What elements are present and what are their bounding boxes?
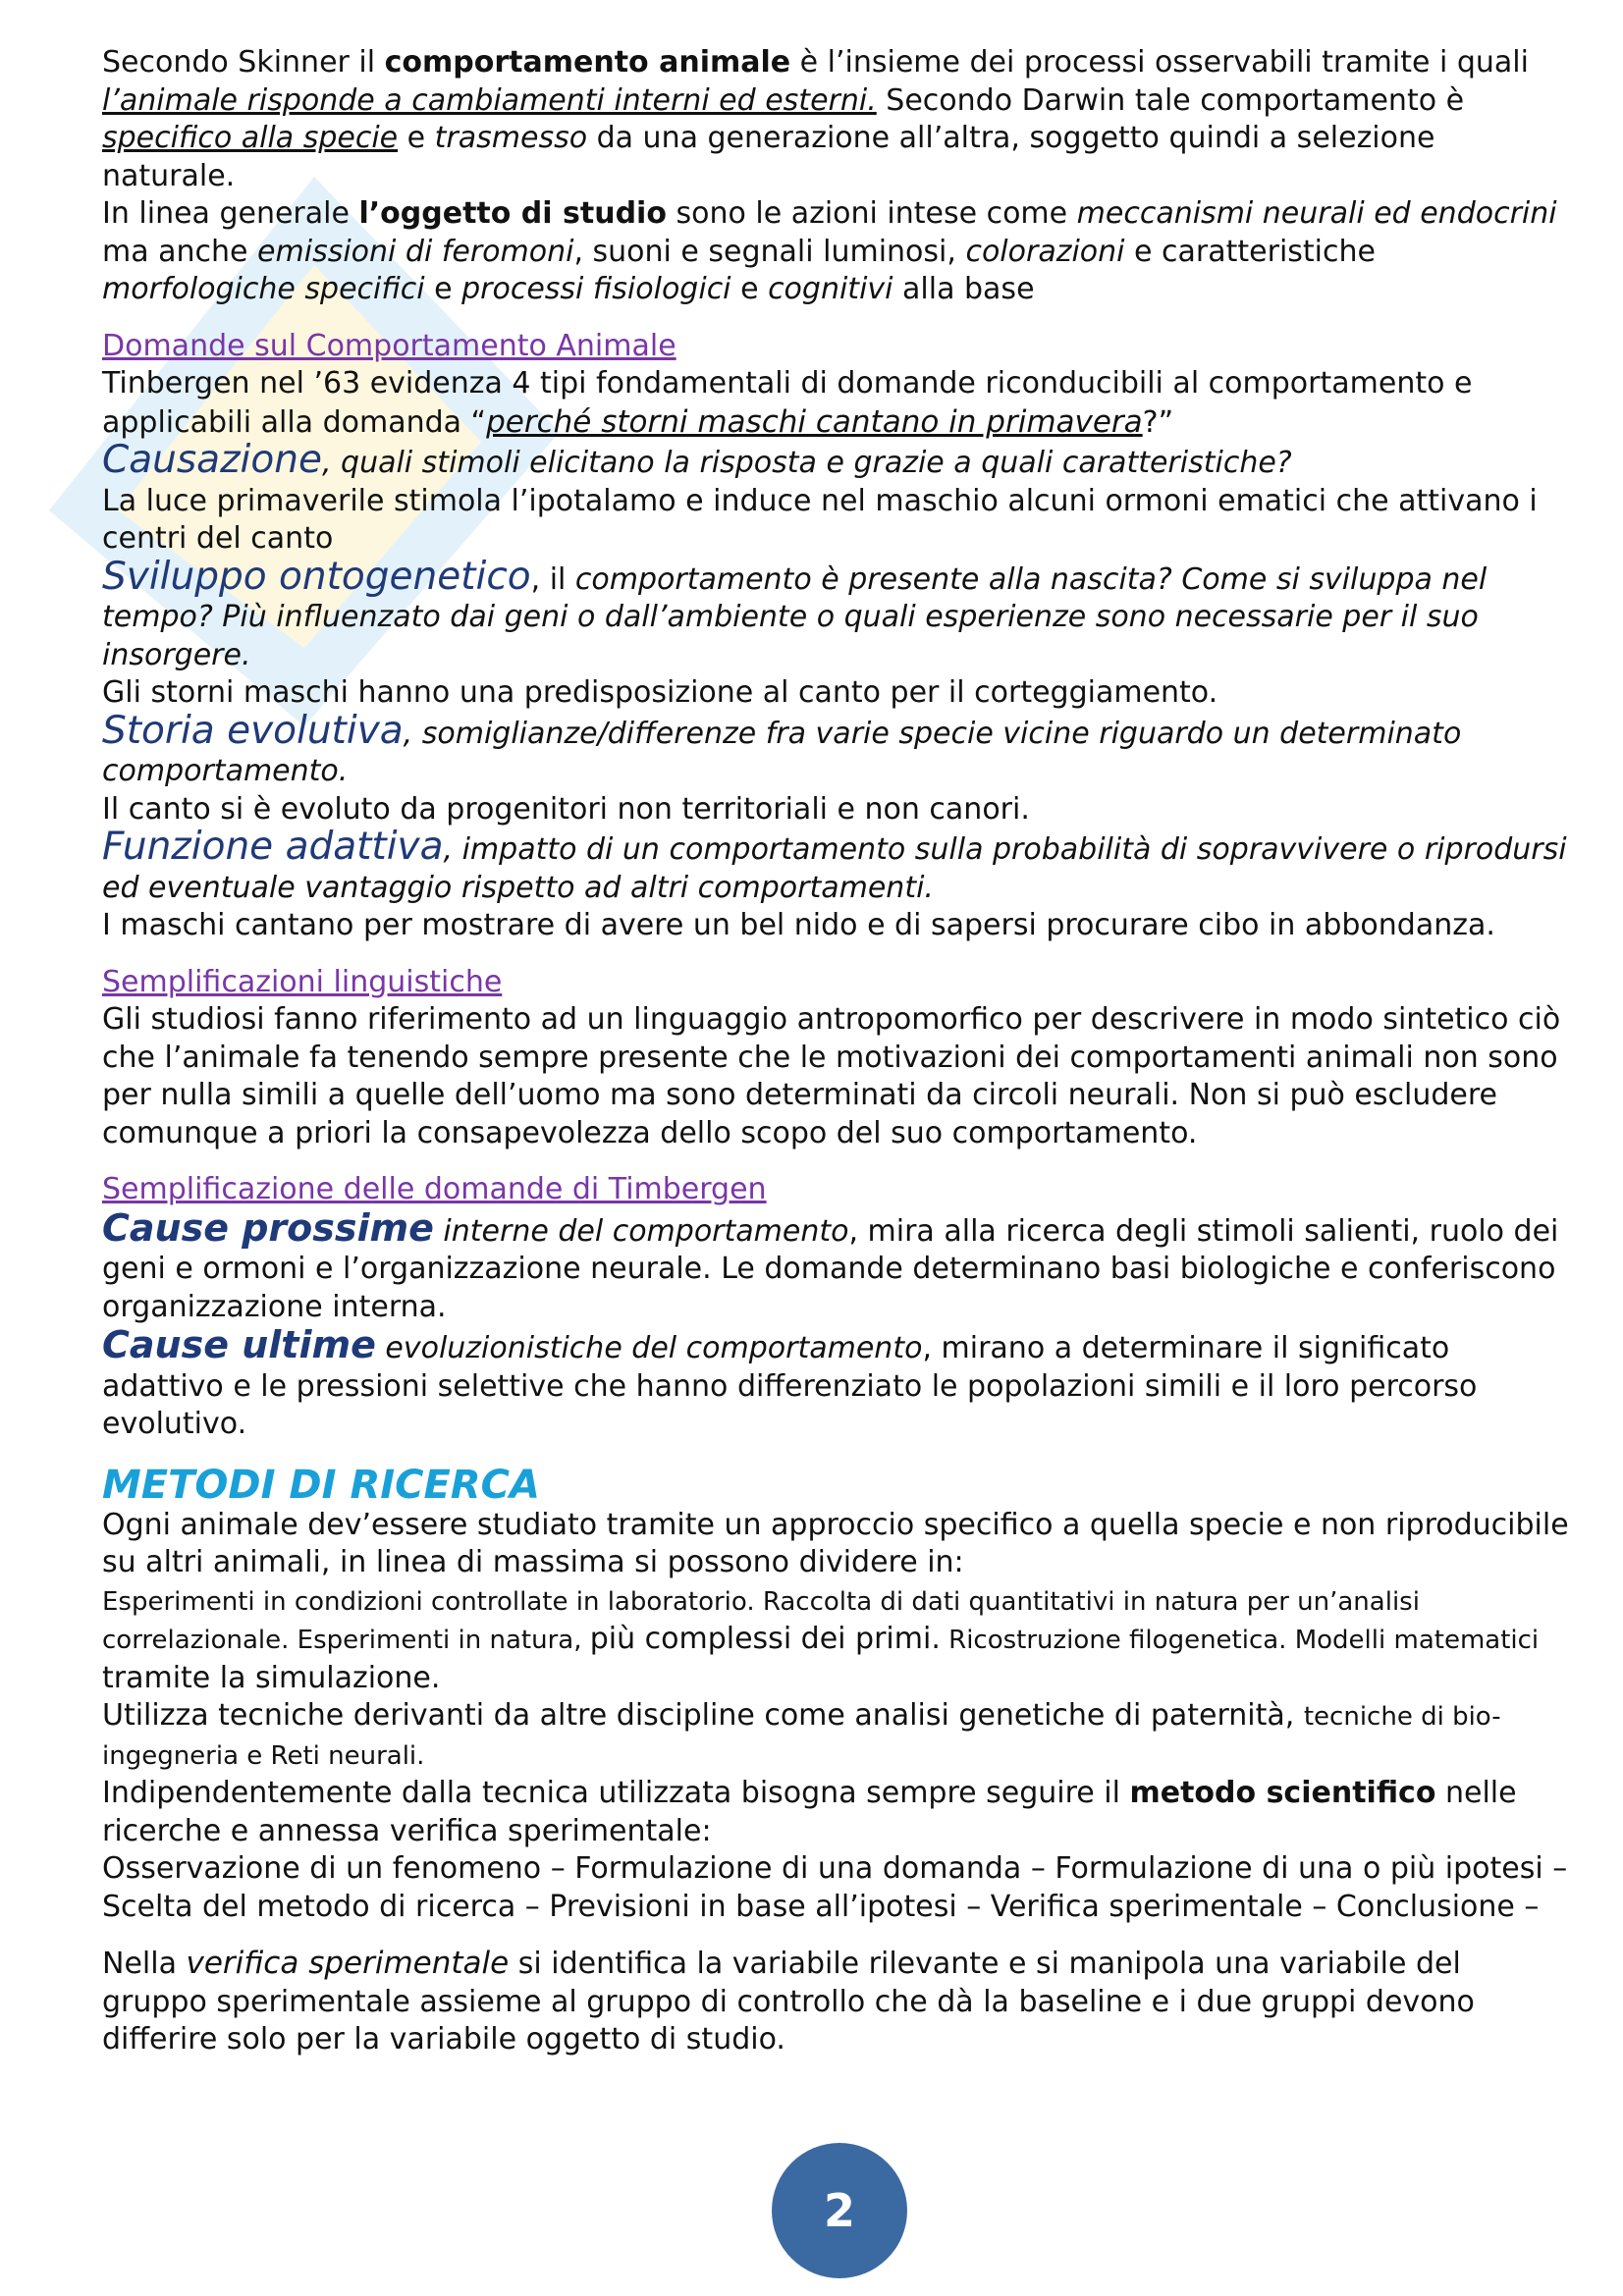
question-storia: Storia evolutiva, somiglianze/differenze fra varie specie vicine riguardo un determinato comportamento.: [102, 708, 1462, 788]
answer-storia: Il canto si è evoluto da progenitori non territoriali e non canori.: [102, 791, 1030, 827]
paragraph-tinbergen-intro: Tinbergen nel ’63 evidenza 4 tipi fondamentali di domande riconducibili al comportamento e applicabili alla domanda “perché storni maschi cantano in primavera?”: [102, 366, 1473, 440]
main-content: [102, 44, 1575, 2059]
page-number-badge: 2: [772, 2143, 907, 2278]
paragraph-verifica-sperimentale: Nella verifica sperimentale si identifica la variabile rilevante e si manipola una variabile del gruppo sperimentale assieme al gruppo di controllo che dà la baseline e i due gruppi devono differire solo per la variabile oggetto di studio.: [102, 1946, 1475, 2056]
section-title-metodi: METODI DI RICERCA: [102, 1462, 540, 1508]
paragraph-cause-ultime: Cause ultime evoluzionistiche del comportamento, mirano a determinare il significato adattivo e le pressioni selettive che hanno differenziato le popolazioni simili e il loro percorso evolutivo.: [102, 1323, 1478, 1441]
paragraph-semplificazioni: Gli studiosi fanno riferimento ad un linguaggio antropomorfico per descrivere in modo sintetico ciò che l’animale fa tenendo sempre presente che le motivazioni dei comportamenti animali non sono per nulla simili a quelle dell’uomo ma sono determinati da circoli neurali. Non si può escludere comunque a priori la consapevolezza dello scopo del suo comportamento.: [102, 1002, 1561, 1150]
question-causazione: Causazione, quali stimoli elicitano la risposta e grazie a quali caratteristiche?: [102, 438, 1292, 482]
answer-sviluppo: Gli storni maschi hanno una predisposizione al canto per il corteggiamento.: [102, 675, 1218, 710]
question-funzione: Funzione adattiva, impatto di un comportamento sulla probabilità di sopravvivere o riprodursi ed eventuale vantaggio rispetto ad altri comportamenti.: [102, 825, 1567, 905]
heading-domande[interactable]: Domande sul Comportamento Animale: [102, 328, 676, 363]
paragraph-metodo-scientifico: Indipendentemente dalla tecnica utilizzata bisogna sempre seguire il metodo scientifico nelle ricerche e annessa verifica sperimentale:: [102, 1776, 1517, 1848]
paragraph-oggetto-studio: In linea generale l’oggetto di studio sono le azioni intese come meccanismi neurali ed endocrini ma anche emissioni di feromoni, suoni e segnali luminosi, colorazioni e caratteristiche morfologiche specifici e processi fisiologici e cognitivi alla base: [102, 196, 1557, 306]
paragraph-fasi-metodo: Osservazione di un fenomeno – Formulazione di una domanda – Formulazione di una o più ipotesi – Scelta del metodo di ricerca – Previsioni in base all’ipotesi – Verifica sperimentale – Conclusione –: [102, 1851, 1568, 1924]
heading-semplificazione-domande[interactable]: Semplificazione delle domande di Timbergen: [102, 1172, 767, 1206]
paragraph-metodi-intro: Ogni animale dev’essere studiato tramite un approccio specifico a quella specie e non riproducibile su altri animali, in linea di massima si possono dividere in:: [102, 1507, 1569, 1579]
paragraph-skinner: Secondo Skinner il comportamento animale è l’insieme dei processi osservabili tramite i quali l’animale risponde a cambiamenti interni ed esterni. Secondo Darwin tale comportamento è specifico alla specie e trasmesso da una generazione all’altra, soggetto quindi a selezione naturale.: [102, 45, 1529, 193]
answer-funzione: I maschi cantano per mostrare di avere un bel nido e di sapersi procurare cibo in abbondanza.: [102, 908, 1495, 942]
heading-semplificazioni[interactable]: Semplificazioni linguistiche: [102, 964, 503, 999]
paragraph-metodi-tecniche: Utilizza tecniche derivanti da altre discipline come analisi genetiche di paternità, tecniche di bio-ingegneria e Reti neurali.: [102, 1698, 1501, 1771]
question-sviluppo: Sviluppo ontogenetico, il comportamento è presente alla nascita? Come si sviluppa nel tempo? Più influenzato dai geni o dall’ambiente o quali esperienze sono necessarie per il suo insorgere.: [102, 554, 1488, 672]
paragraph-metodi-tipi: Esperimenti in condizioni controllate in laboratorio. Raccolta di dati quantitativi in natura per un’analisi correlazionale. Esperimenti in natura, più complessi dei primi. Ricostruzione filogenetica. Modelli matematici tramite la simulazione.: [102, 1586, 1540, 1695]
answer-causazione: La luce primaverile stimola l’ipotalamo e induce nel maschio alcuni ormoni ematici che attivano i centri del canto: [102, 483, 1538, 556]
paragraph-cause-prossime: Cause prossime interne del comportamento, mira alla ricerca degli stimoli salienti, ruolo dei geni e ormoni e l’organizzazione neurale. Le domande determinano basi biologiche e conferiscono organizzazione interna.: [102, 1205, 1559, 1324]
